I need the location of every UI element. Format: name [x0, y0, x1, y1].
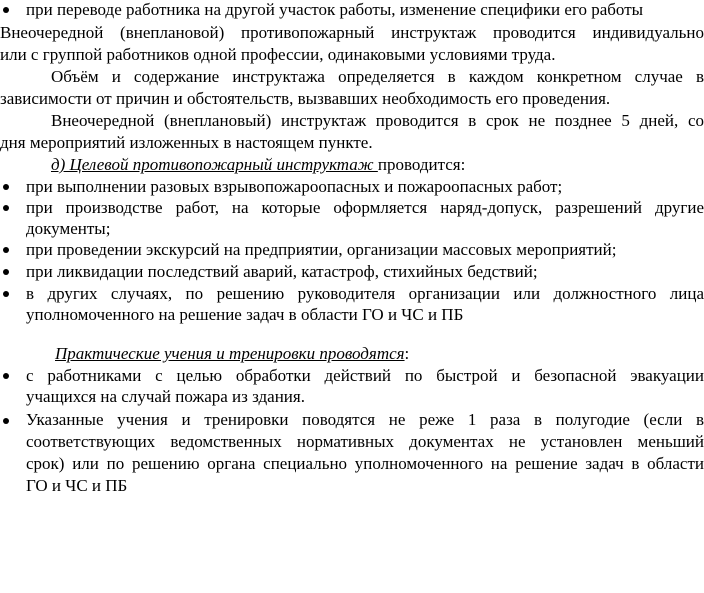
- paragraph-line: Внеочередной (внеплановой) противопожарный инструктаж проводится индивидуально: [0, 23, 704, 42]
- section-heading: [51, 154, 704, 176]
- bullet-icon: [3, 184, 9, 190]
- paragraph-line: дня мероприятий изложенных в настоящем пункте.: [0, 133, 373, 152]
- section-heading-rest: проводится:: [377, 155, 466, 174]
- bullet-icon: [3, 247, 9, 253]
- paragraph-line: или с группой работников одной профессии, одинаковыми условиями труда.: [0, 45, 556, 64]
- list-item-text: ГО и ЧС и ПБ: [26, 476, 128, 495]
- list-item-text: уполномоченного на решение задач в области ГО и ЧС и ПБ: [26, 305, 464, 324]
- paragraph-line: Внеочередной (внеплановый) инструктаж проводится в срок не позднее 5 дней, со: [51, 111, 704, 130]
- list-item-text: документы;: [26, 219, 111, 238]
- section-heading-rest: :: [404, 344, 410, 363]
- section-heading: [55, 343, 704, 365]
- bullet-icon: [3, 373, 9, 379]
- section-heading-emphasis: Практические учения и тренировки проводятся: [55, 344, 405, 363]
- list-item-text: при выполнении разовых взрывопожароопасных и пожароопасных работ;: [26, 177, 563, 196]
- list-item-text: учащихся на случай пожара из здания.: [26, 387, 305, 406]
- list-item-text: при переводе работника на другой участок работы, изменение специфики его работы: [26, 0, 644, 19]
- list-item-text: при ликвидации последствий аварий, катастроф, стихийных бедствий;: [26, 262, 538, 281]
- list-item-text: при проведении экскурсий на предприятии, организации массовых мероприятий;: [26, 240, 617, 259]
- list-item-text: соответствующих ведомственных нормативных документах не установлен меньший: [26, 432, 704, 451]
- paragraph-line: Объём и содержание инструктажа определяется в каждом конкретном случае в: [51, 67, 704, 86]
- list-item-text: срок) или по решению органа специально уполномоченного на решение задач в области: [26, 454, 704, 473]
- bullet-icon: [3, 418, 9, 424]
- bullet-icon: [3, 205, 9, 211]
- list-item-text: при производстве работ, на которые оформляется наряд-допуск, разрешений другие: [26, 198, 704, 217]
- list-item-text: Указанные учения и тренировки поводятся не реже 1 раза в полугодие (если в: [26, 410, 704, 429]
- bullet-icon: [3, 7, 9, 13]
- list-item-text: в других случаях, по решению руководителя организации или должностного лица: [26, 284, 704, 303]
- bullet-icon: [3, 291, 9, 297]
- list-item-text: с работниками с целью обработки действий по быстрой и безопасной эвакуации: [26, 366, 704, 385]
- bullet-icon: [3, 269, 9, 275]
- paragraph-line: зависимости от причин и обстоятельств, вызвавших необходимость его проведения.: [0, 89, 611, 108]
- section-heading-emphasis: д) Целевой противопожарный инструктаж: [51, 155, 378, 174]
